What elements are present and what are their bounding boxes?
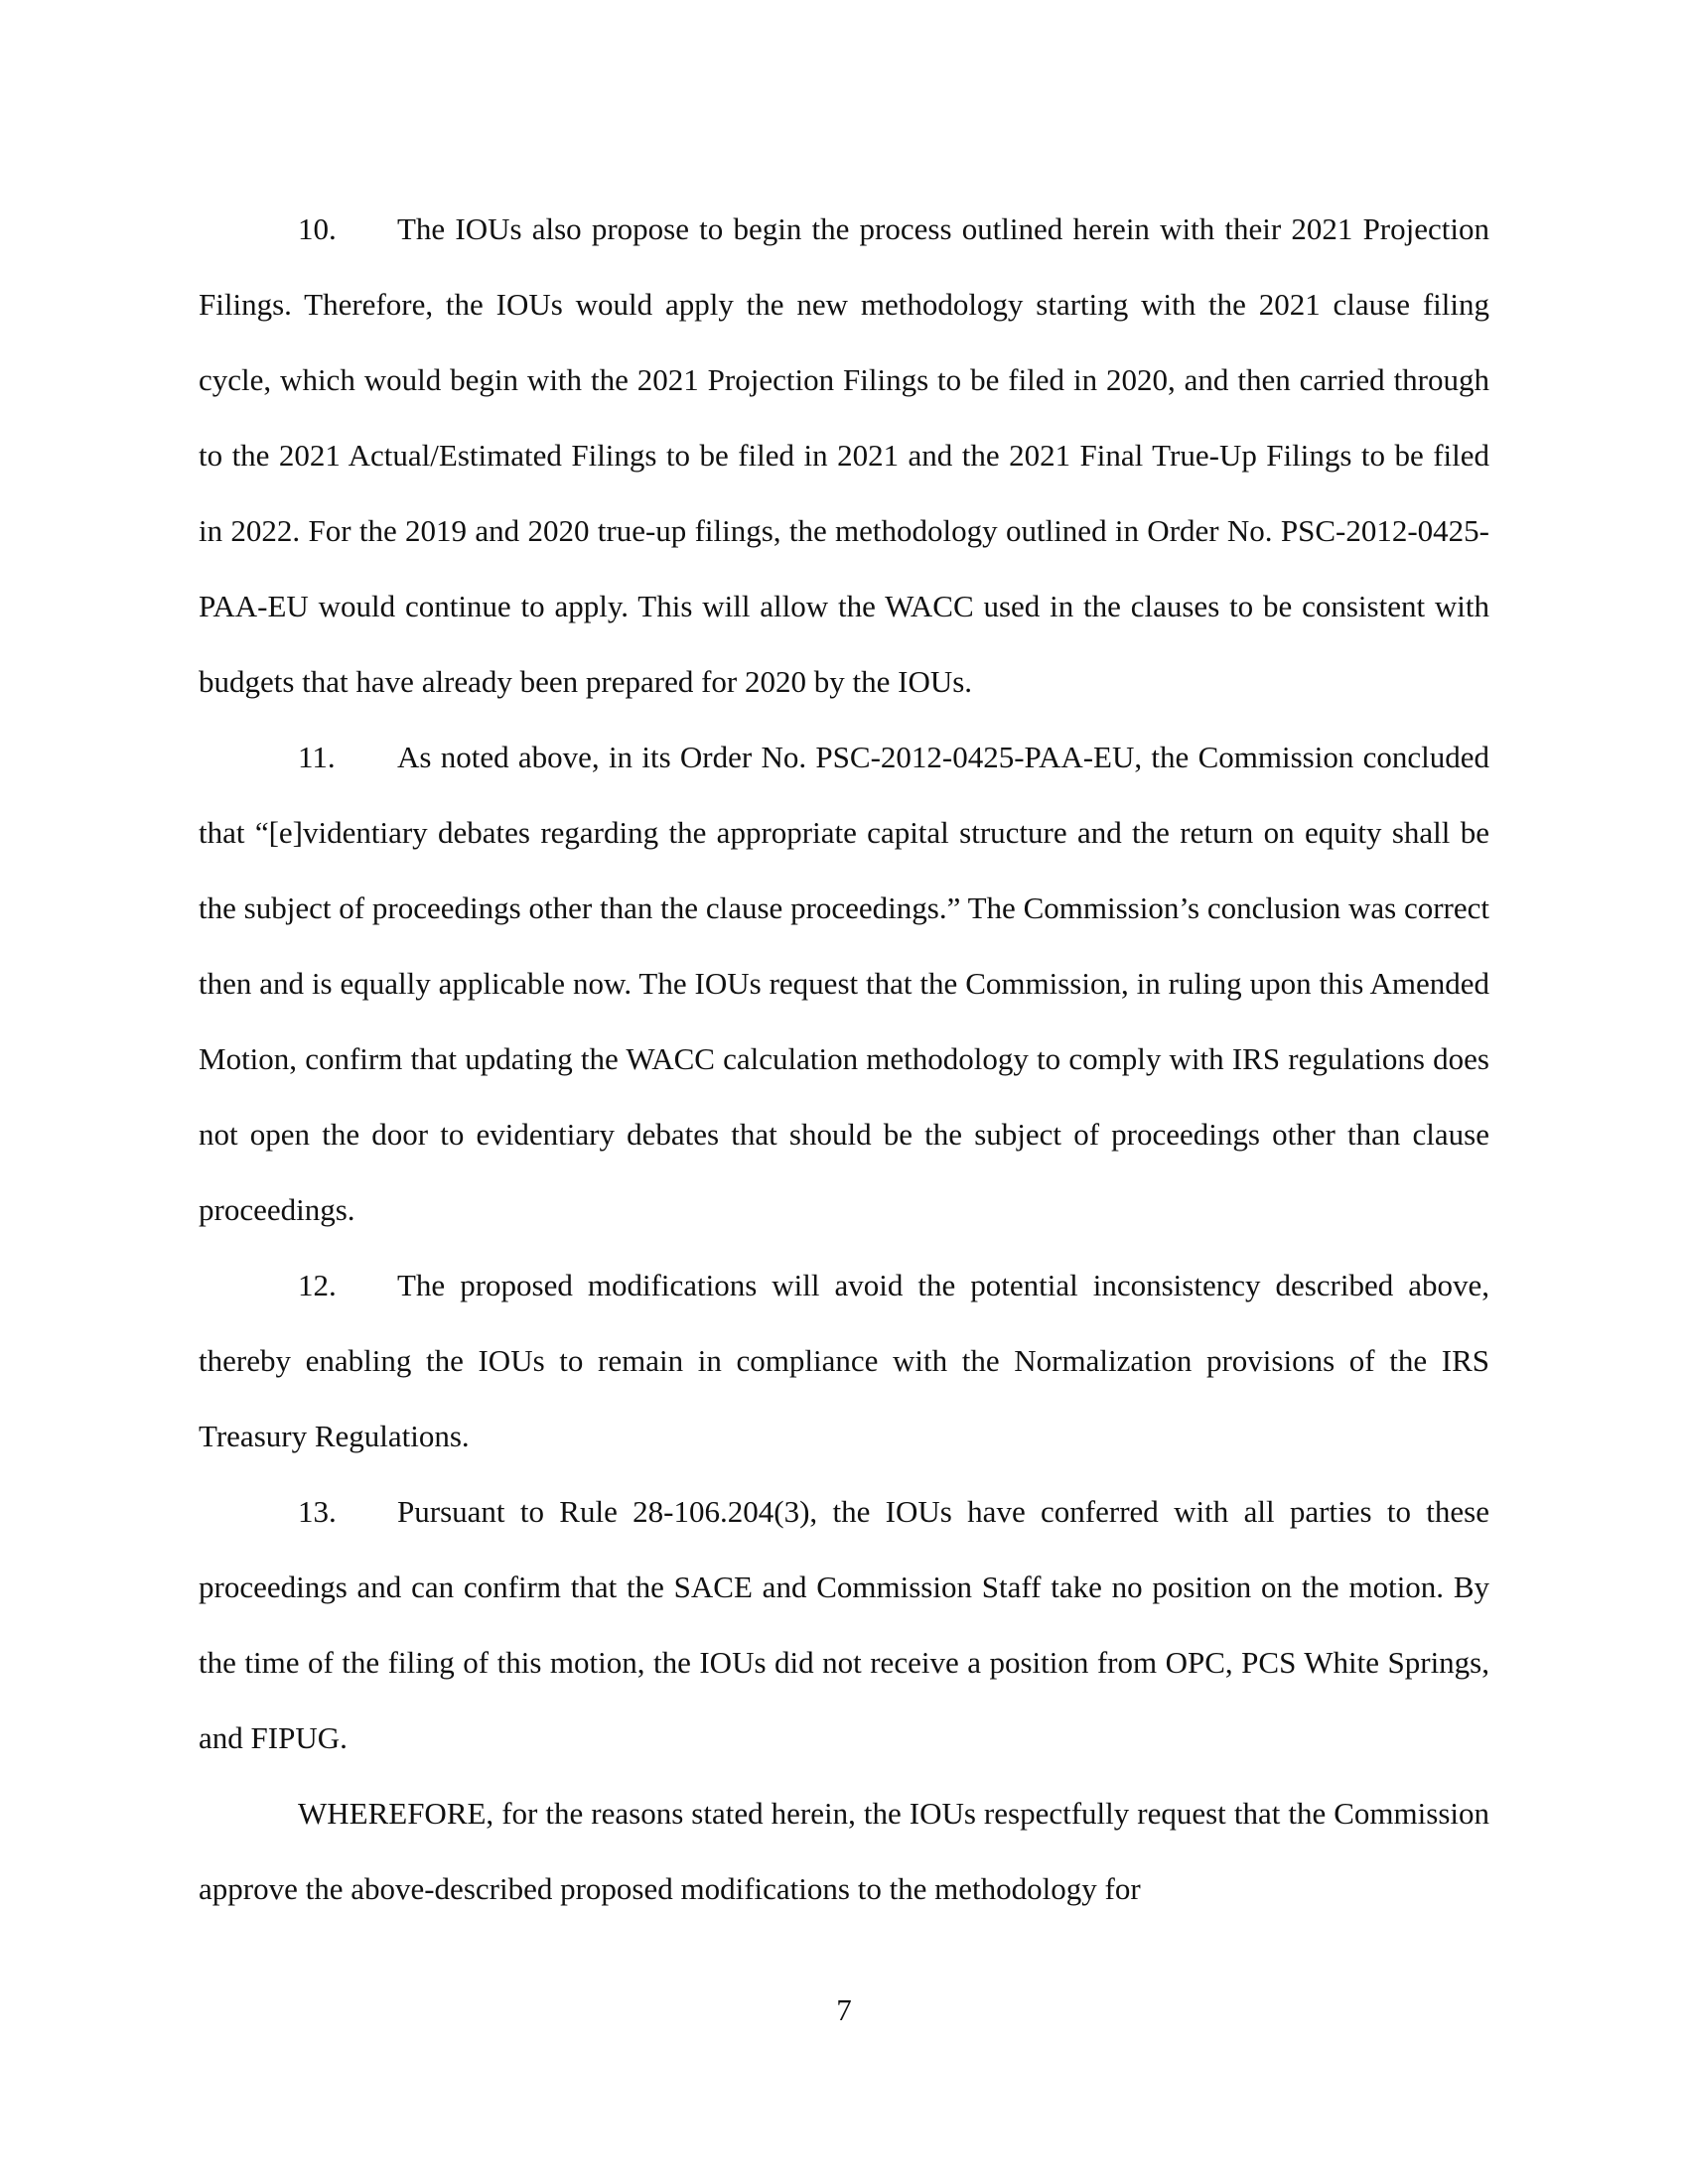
paragraph-text: As noted above, in its Order No. PSC-2012-0425-PAA-EU, the Commission concluded that “[e]videntiary debates regarding the appropriate capital structure and the return on equity shall be the subject of proceedings other than the clause proceedings.” The Commission’s conclusion was correct then and is equally applicable now. The IOUs request that the Commission, in ruling upon this Amended Motion, confirm that updating the WACC calculation methodology to comply with IRS regulations does not open the door to evidentiary debates that should be the subject of proceedings other than clause proceedings. [199,740,1489,1227]
paragraph-11 [199,720,1489,1248]
paragraph-text: The proposed modifications will avoid the potential inconsistency described above, thereby enabling the IOUs to remain in compliance with the Normalization provisions of the IRS Treasury Regulations. [199,1268,1489,1453]
page-number: 7 [836,1992,852,2027]
paragraph-10 [199,192,1489,720]
paragraph-text: Pursuant to Rule 28-106.204(3), the IOUs have conferred with all parties to these proceedings and can confirm that the SACE and Commission Staff take no position on the motion. By the time of the filing of this motion, the IOUs did not receive a position from OPC, PCS White Springs, and FIPUG. [199,1494,1489,1755]
paragraph-number: 12. [298,1268,337,1302]
paragraph-12 [199,1248,1489,1474]
paragraph-text: WHEREFORE, for the reasons stated herein, the IOUs respectfully request that the Commission approve the above-described proposed modifications to the methodology for [199,1796,1489,1906]
paragraph-text: The IOUs also propose to begin the process outlined herein with their 2021 Projection Filings. Therefore, the IOUs would apply the new methodology starting with the 2021 clause filing cycle, which would begin with the 2021 Projection Filings to be filed in 2020, and then carried through to the 2021 Actual/Estimated Filings to be filed in 2021 and the 2021 Final True-Up Filings to be filed in 2022. For the 2019 and 2020 true-up filings, the methodology outlined in Order No. PSC-2012-0425-PAA-EU would continue to apply. This will allow the WACC used in the clauses to be consistent with budgets that have already been prepared for 2020 by the IOUs. [199,211,1489,699]
paragraph-13 [199,1474,1489,1776]
paragraph-number: 11. [298,740,336,774]
paragraph-wherefore [199,1776,1489,1927]
paragraph-number: 10. [298,211,337,246]
document-body [199,192,1489,1927]
paragraph-number: 13. [298,1494,337,1529]
